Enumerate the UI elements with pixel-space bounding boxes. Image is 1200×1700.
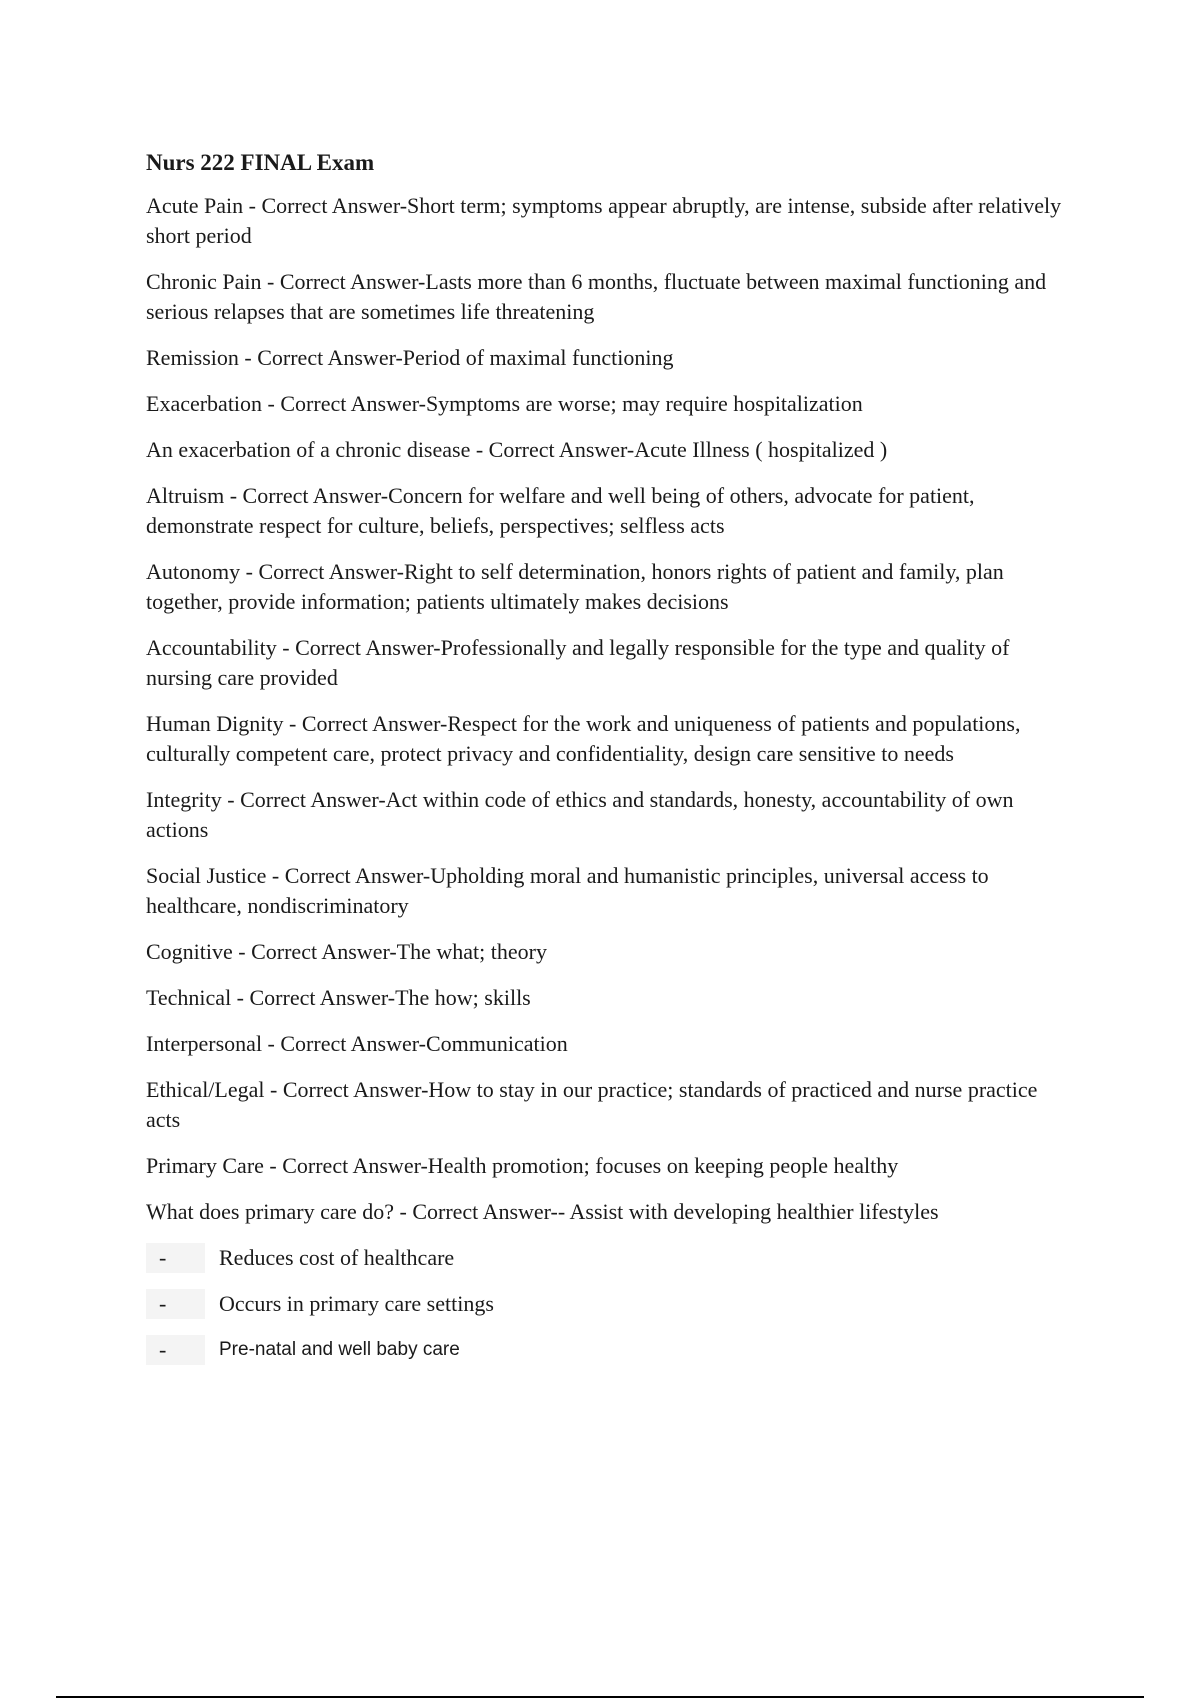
qa-entry: Technical - Correct Answer-The how; skills — [146, 985, 531, 1010]
document-title: Nurs 222 FINAL Exam — [146, 150, 375, 175]
qa-entry: Exacerbation - Correct Answer-Symptoms are worse; may require hospitalization — [146, 391, 863, 416]
qa-entry: Interpersonal - Correct Answer-Communication — [146, 1031, 568, 1056]
qa-entry: Integrity - Correct Answer-Act within code of ethics and standards, honesty, accountability of own actions — [146, 787, 1014, 842]
document-page — [146, 148, 1076, 1381]
qa-entry: Human Dignity - Correct Answer-Respect for the work and uniqueness of patients and populations, culturally competent care, protect privacy and confidentiality, design care sensitive to needs — [146, 711, 1021, 766]
footer-divider — [56, 1696, 1144, 1698]
qa-entry: Ethical/Legal - Correct Answer-How to stay in our practice; standards of practiced and nurse practice acts — [146, 1077, 1038, 1132]
qa-entry: Primary Care - Correct Answer-Health promotion; focuses on keeping people healthy — [146, 1153, 899, 1178]
bullet-dash: - — [146, 1289, 205, 1319]
qa-entry-list — [146, 191, 1076, 1227]
qa-entry: What does primary care do? - Correct Answer-- Assist with developing healthier lifestyles — [146, 1199, 939, 1224]
qa-entry: Accountability - Correct Answer-Professionally and legally responsible for the type and quality of nursing care provided — [146, 635, 1010, 690]
qa-entry: Remission - Correct Answer-Period of maximal functioning — [146, 345, 674, 370]
bullet-item — [146, 1335, 1076, 1365]
qa-entry: Altruism - Correct Answer-Concern for welfare and well being of others, advocate for patient, demonstrate respect for culture, beliefs, perspectives; selfless acts — [146, 483, 975, 538]
qa-entry: Acute Pain - Correct Answer-Short term; symptoms appear abruptly, are intense, subside after relatively short period — [146, 193, 1062, 248]
bullet-dash: - — [146, 1243, 205, 1273]
bullet-item — [146, 1289, 1076, 1319]
bullet-text: Occurs in primary care settings — [219, 1291, 494, 1316]
bullet-item — [146, 1243, 1076, 1273]
qa-entry: Chronic Pain - Correct Answer-Lasts more than 6 months, fluctuate between maximal functioning and serious relapses that are sometimes life threatening — [146, 269, 1047, 324]
bullet-text: Pre-natal and well baby care — [219, 1339, 460, 1360]
qa-entry: Cognitive - Correct Answer-The what; theory — [146, 939, 547, 964]
bullet-text: Reduces cost of healthcare — [219, 1245, 455, 1270]
bullet-list — [146, 1243, 1076, 1365]
qa-entry: Social Justice - Correct Answer-Upholding moral and humanistic principles, universal access to healthcare, nondiscriminatory — [146, 863, 989, 918]
qa-entry: An exacerbation of a chronic disease - Correct Answer-Acute Illness ( hospitalized ) — [146, 437, 888, 462]
qa-entry: Autonomy - Correct Answer-Right to self determination, honors rights of patient and family, plan together, provide information; patients ultimately makes decisions — [146, 559, 1004, 614]
bullet-dash: - — [146, 1335, 205, 1365]
